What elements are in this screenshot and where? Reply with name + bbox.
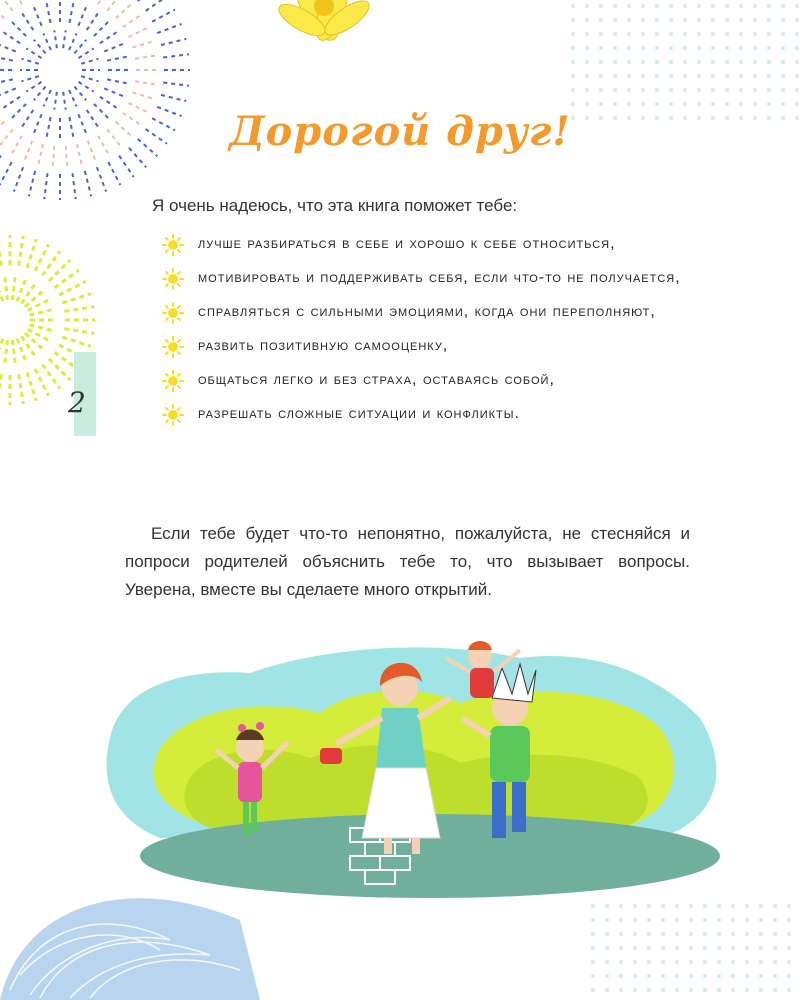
list-item-text: справляться с сильными эмоциями, когда они переполняют, [198, 303, 656, 320]
scribble-decoration-bottom-left [0, 880, 260, 1000]
list-item [162, 266, 722, 290]
intro-text: Я очень надеюсь, что эта книга поможет тебе: [152, 196, 518, 215]
list-item-text: общаться легко и без страха, оставаясь собой, [198, 371, 555, 388]
bullet-list [162, 232, 722, 436]
dots-decoration-bottom-right [580, 900, 800, 1000]
closing-paragraph: Если тебе будет что-то непонятно, пожалуйста, не стесняйся и попроси родителей объяснить тебе то, что вызывает вопросы. Уверена, вместе вы сделаете много открытий. [125, 524, 690, 599]
list-item [162, 402, 722, 426]
page-number: 2 [68, 386, 86, 419]
list-item [162, 232, 722, 256]
sun-icon [162, 302, 184, 324]
family-hopscotch-illustration [100, 628, 740, 898]
sun-icon [162, 234, 184, 256]
page-title: Дорогой друг! [229, 108, 571, 155]
list-item-text: мотивировать и поддерживать себя, если что-то не получается, [198, 269, 681, 286]
sun-icon [162, 268, 184, 290]
list-item-text: лучше разбираться в себе и хорошо к себе относиться, [198, 235, 616, 252]
sun-icon [162, 336, 184, 358]
list-item [162, 300, 722, 324]
list-item [162, 334, 722, 358]
flower-decoration-top [262, 0, 382, 70]
list-item-text: разрешать сложные ситуации и конфликты. [198, 405, 520, 422]
dots-decoration-top-right [560, 0, 800, 120]
sun-icon [162, 370, 184, 392]
sun-icon [162, 404, 184, 426]
list-item-text: развить позитивную самооценку, [198, 337, 449, 354]
list-item [162, 368, 722, 392]
